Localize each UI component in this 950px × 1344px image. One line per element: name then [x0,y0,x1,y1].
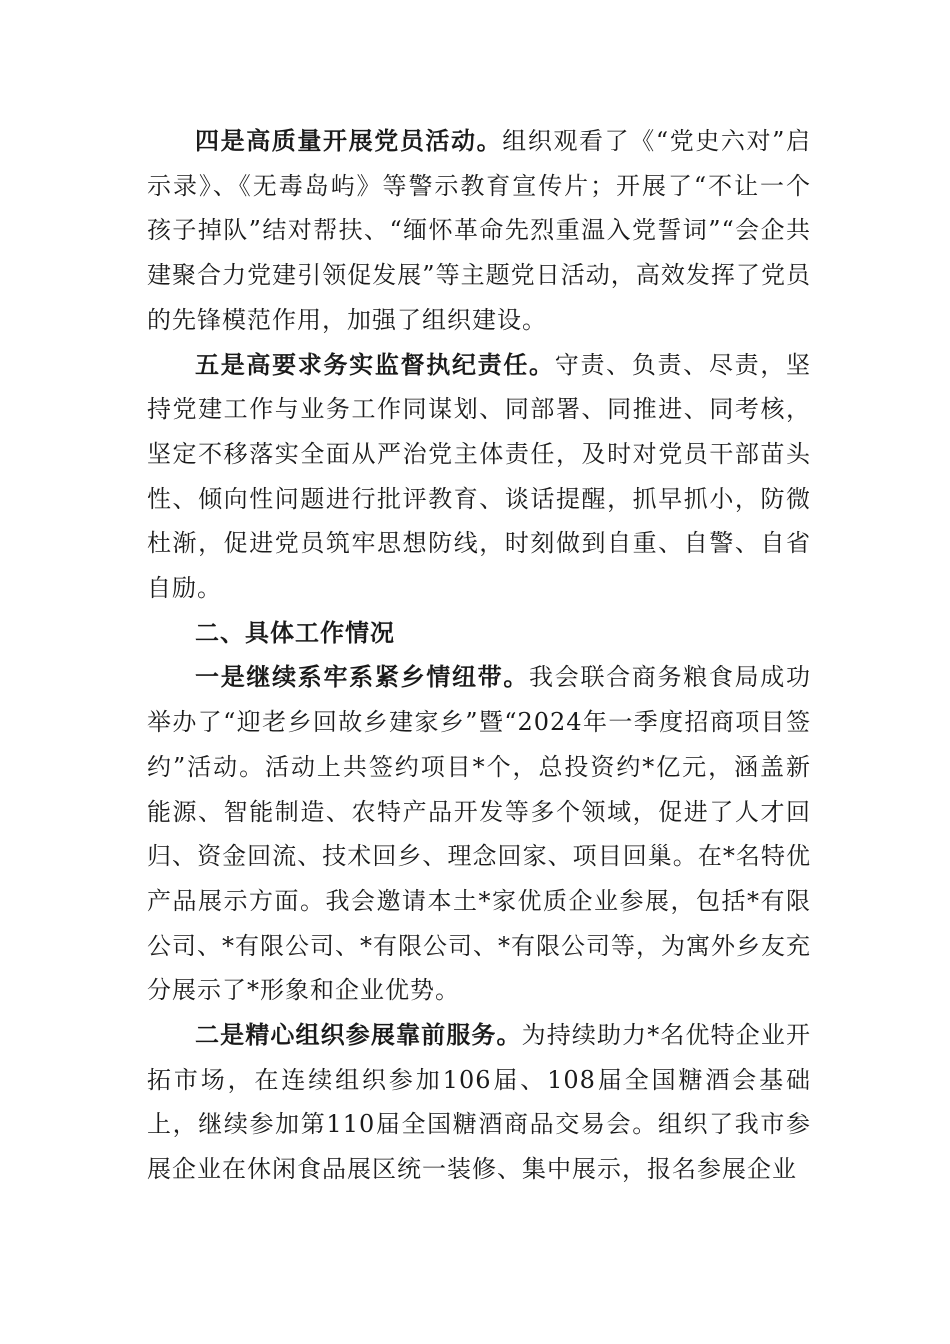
paragraph-exhibition-service [147,1013,811,1192]
paragraph-lead: 一是继续系牢系紧乡情纽带。 [195,662,530,692]
paragraph-lead: 四是高质量开展党员活动。 [195,126,503,155]
paragraph-supervision [147,343,811,611]
paragraph-text: 守责、负责、尽责，坚持党建工作与业务工作同谋划、同部署、同推进、同考核，坚定不移落实全面从严治党主体责任，及时对党员干部苗头性、倾向性问题进行批评教育、谈话提醒，抓早抓小，防微杜渐，促进党员筑牢思想防线，时刻做到自重、自警、自省自励。 [147,350,812,603]
section-heading: 二、具体工作情况 [195,618,395,647]
paragraph-text: 我会联合商务粮食局成功举办了“迎老乡回故乡建家乡”暨“2024年一季度招商项目签约”活动。活动上共签约项目*个，总投资约*亿元，涵盖新能源、智能制造、农特产品开发等多个领域，促进了人才回归、资金回流、技术回乡、理念回家、项目回巢。在*名特优产品展示方面。我会邀请本土*家优质企业参展，包括*有限公司、*有限公司、*有限公司、*有限公司等，为寓外乡友充分展示了*形象和企业优势。 [147,663,812,1005]
paragraph-lead: 二是精心组织参展靠前服务。 [195,1020,522,1050]
paragraph-text: 为持续助力*名优特企业开拓市场，在连续组织参加106届、108届全国糖酒会基础上，继续参加第110届全国糖酒商品交易会。组织了我市参展企业在休闲食品展区统一装修、集中展示，报名参展企业 [147,1021,811,1184]
paragraph-hometown-ties [147,655,811,1013]
paragraph-text: 组织观看了《“党史六对”启示录》、《无毒岛屿》等警示教育宣传片；开展了“不让一个孩子掉队”结对帮扶、“缅怀革命先烈重温入党誓词”“会企共建聚合力党建引领促发展”等主题党日活动，高效发挥了党员的先锋模范作用，加强了组织建设。 [147,127,811,334]
document-body [147,119,811,1192]
paragraph-party-activities [147,119,811,343]
paragraph-lead: 五是高要求务实监督执纪责任。 [195,349,555,379]
